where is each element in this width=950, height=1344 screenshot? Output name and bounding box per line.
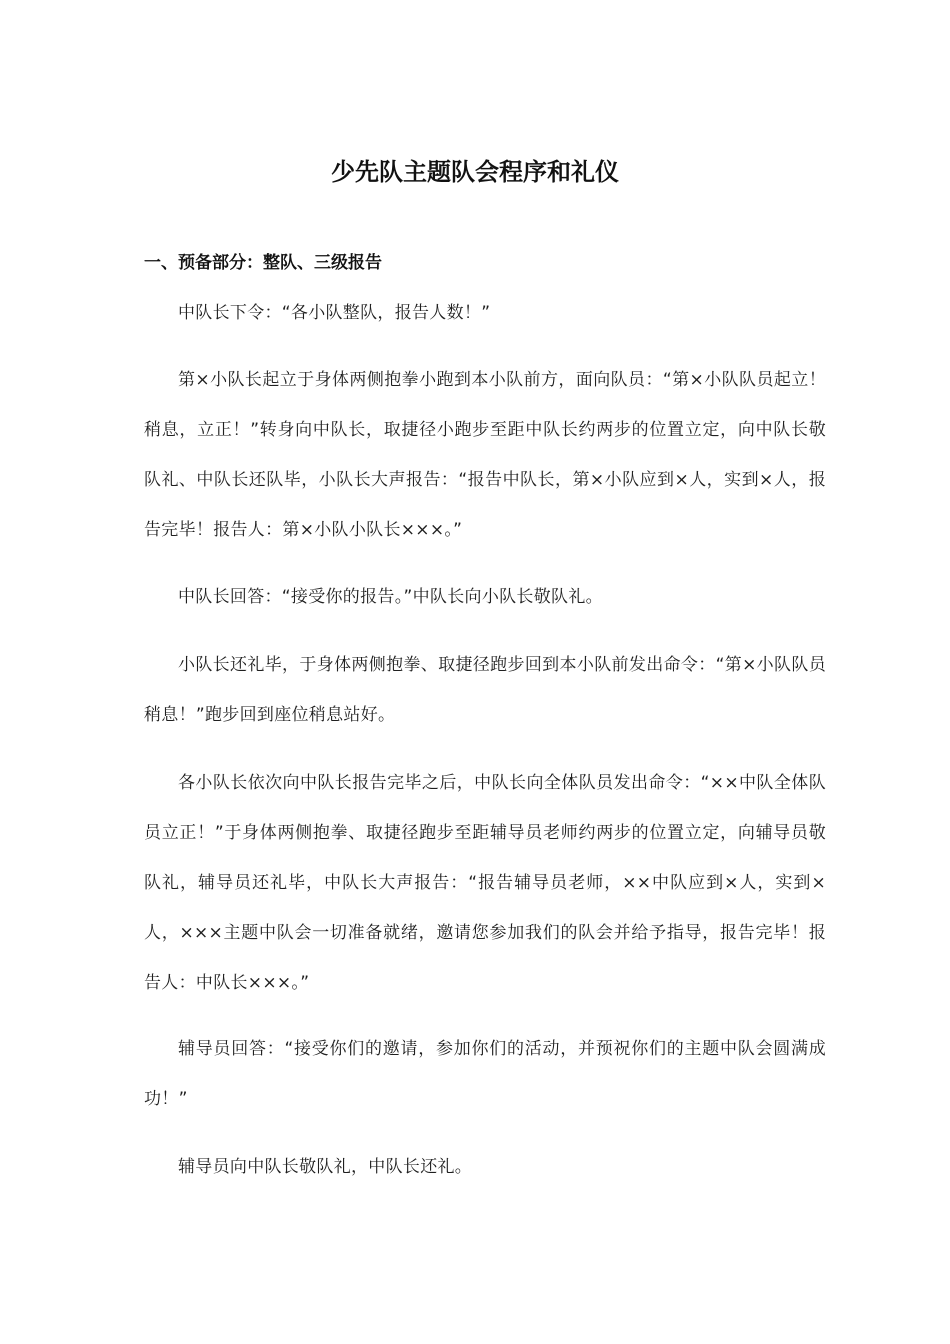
paragraph-counselor-reply: 辅导员回答：“接受你们的邀请，参加你们的活动，并预祝你们的主题中队会圆满成功！”: [144, 1039, 826, 1109]
paragraph-squad-leader-report: 第×小队长起立于身体两侧抱拳小跑到本小队前方，面向队员：“第×小队队员起立！稍息，立正！”转身向中队长，取捷径小跑步至距中队长约两步的位置立定，向中队长敬队礼、中队长还队毕，小队长大声报告：“报告中队长，第×小队应到×人，实到×人，报告完毕！报告人：第×小队小队长×××。”: [144, 370, 826, 540]
paragraph-order: 中队长下令：“各小队整队，报告人数！”: [178, 303, 491, 323]
section-heading: 一、预备部分：整队、三级报告: [144, 253, 382, 273]
paragraph-captain-reply: 中队长回答：“接受你的报告。”中队长向小队长敬队礼。: [178, 587, 603, 607]
document-title: 少先队主题队会程序和礼仪: [331, 158, 619, 186]
paragraph-salute: 辅导员向中队长敬队礼，中队长还礼。: [178, 1157, 473, 1177]
paragraph-squad-leader-return: 小队长还礼毕，于身体两侧抱拳、取捷径跑步回到本小队前发出命令：“第×小队队员稍息！”跑步回到座位稍息站好。: [144, 655, 826, 725]
paragraph-captain-report: 各小队长依次向中队长报告完毕之后，中队长向全体队员发出命令：“××中队全体队员立正！”于身体两侧抱拳、取捷径跑步至距辅导员老师约两步的位置立定，向辅导员敬队礼，辅导员还礼毕，中队长大声报告：“报告辅导员老师，××中队应到×人，实到×人，×××主题中队会一切准备就绪，邀请您参加我们的队会并给予指导，报告完毕！报告人：中队长×××。”: [144, 773, 826, 993]
